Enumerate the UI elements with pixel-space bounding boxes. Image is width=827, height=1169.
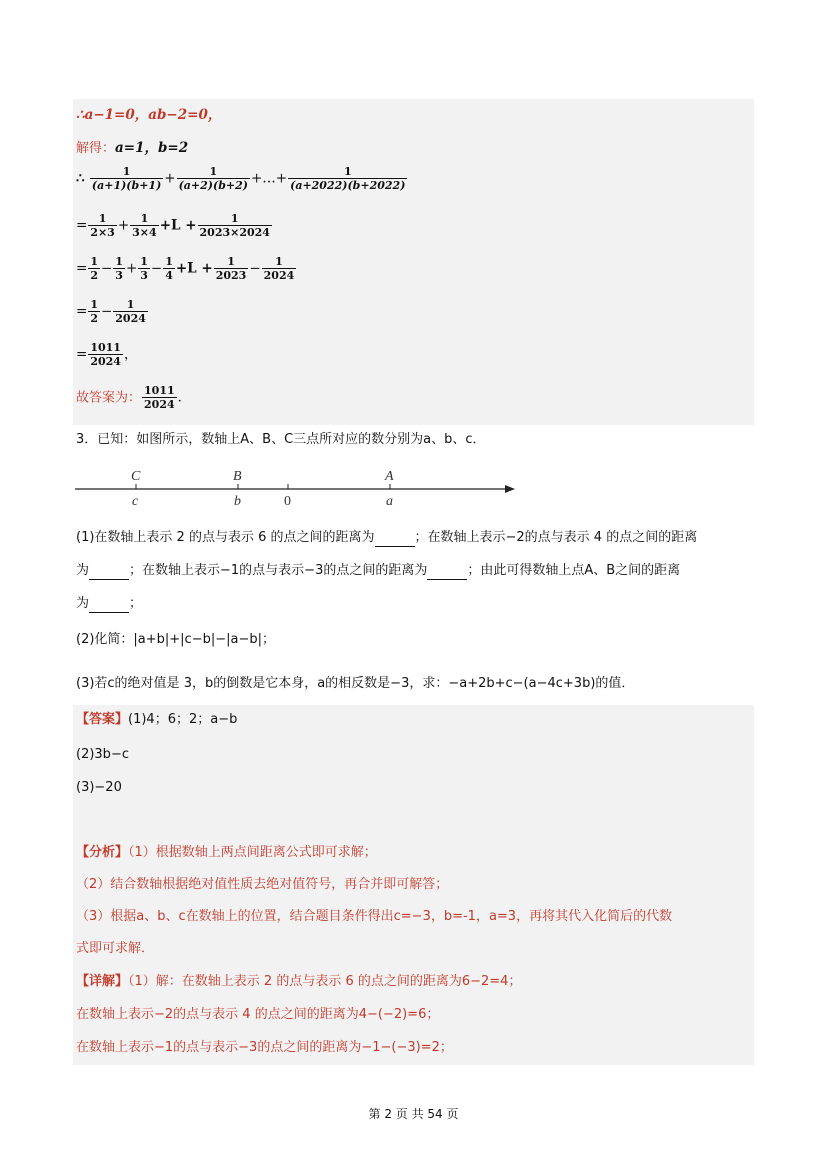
fraction: $\frac{1}{(a+2022)(b+2022)}$ [290,165,406,192]
question-3-stem: 3．已知：如图所示，数轴上A、B、C三点所对应的数分别为a、b、c． [76,432,486,447]
detail-line-3: 在数轴上表示−1的点与表示−3的点之间的距离为−1−(−3)=2； [76,1040,453,1055]
number-line-diagram [73,462,523,510]
value-label-a: a [386,494,393,509]
fraction: $\frac{1}{(a+1)(b+1)}$ [91,165,162,192]
part-3: (3)若c的绝对值是 3，b的倒数是它本身，a的相反数是−3，求：−a+2b+c−(a−4c+3b)的值． [76,676,635,691]
value-label-c: c [132,494,139,509]
answer-blank[interactable] [375,532,415,547]
solve-label: 解得： [76,141,116,156]
point-label-B: B [233,469,242,484]
answer-line-2: (2)3b−c [76,747,129,762]
solution-line-2 [76,139,188,158]
part-1-line-3: 为 ； [76,596,143,611]
fraction: $\frac{1}{2}$ [90,255,98,282]
detail-line-2: 在数轴上表示−2的点与表示 4 的点之间的距离为4−(−2)=6； [76,1007,440,1022]
point-label-A: A [385,469,394,484]
final-answer-row: 故答案为： $\frac{1011}{2024}$ ． [76,384,192,411]
part-2: (2)化简：|a+b|+|c−b|−|a−b|； [76,632,275,647]
solution-line-1: ∴a−1=0，ab−2=0， [76,107,222,123]
fraction: $\frac{1011}{2024}$ [144,384,175,411]
fraction: $\frac{1}{3}$ [115,255,123,282]
fraction: $\frac{1011}{2024}$ [90,341,121,368]
answer-tag: 【答案】 [76,712,129,727]
detail-line-1: 【详解】（1）解：在数轴上表示 2 的点与表示 6 的点之间的距离为6−2=4； [76,974,522,989]
fraction: $\frac{1}{4}$ [165,255,173,282]
fraction: $\frac{1}{2023}$ [215,255,247,282]
sum-expression: ∴ $\frac{1}{(a+1)(b+1)}$ + $\frac{1}{(a+2)(b+2)}$ +…+ $\frac{1}{(a+2022)(b+2022)}$ [76,165,406,192]
page-footer: 第 2 页 共 54 页 [368,1107,459,1121]
axis-arrow [505,485,515,493]
detail-tag: 【详解】 [76,974,129,989]
answer-blank[interactable] [89,565,129,580]
answer-blank[interactable] [89,598,129,613]
analysis-line-4: 式即可求解． [76,941,155,956]
ellipsis: +…+ [250,170,288,187]
value-label-zero: 0 [284,494,291,509]
fraction: $\frac{1}{2024}$ [115,298,146,325]
analysis-line-3: （3）根据a、b、c在数轴上的位置，结合题目条件得出c=−3，b=-1，a=3，再将其代入化简后的代数 [76,909,673,924]
step-row-2: = $\frac{1}{2}$ − $\frac{1}{3}$ + $\frac{1}{3}$ − $\frac{1}{4}$ +L + $\frac{1}{2023}$ − $\frac{1}{2024}$ [76,255,295,282]
fraction: $\frac{1}{2}$ [90,298,98,325]
fraction: $\frac{1}{3}$ [140,255,148,282]
analysis-tag: 【分析】 [76,845,129,860]
step-row-3: = $\frac{1}{2}$ − $\frac{1}{2024}$ [76,298,146,325]
solve-result: a=1，b=2 [115,140,189,156]
step-row-4: = $\frac{1011}{2024}$ ， [76,341,138,368]
answer-line-3: (3)−20 [76,780,122,795]
value-label-b: b [234,494,241,509]
analysis-line-1: 【分析】（1）根据数轴上两点间距离公式即可求解； [76,845,377,860]
fraction: $\frac{1}{3\times 4}$ [132,212,157,239]
fraction: $\frac{1}{2024}$ [263,255,295,282]
step-row-1: = $\frac{1}{2\times 3}$ + $\frac{1}{3\times 4}$ +L + $\frac{1}{2023\times 2024}$ [76,212,270,239]
fraction: $\frac{1}{2\times 3}$ [90,212,115,239]
answer-blank[interactable] [427,565,467,580]
part-1-line-1: (1)在数轴上表示 2 的点与表示 6 的点之间的距离为 ；在数轴上表示−2的点与表示 4 的点之间的距离 [76,530,698,545]
fraction: $\frac{1}{(a+2)(b+2)}$ [178,165,248,192]
answer-line-1: 【答案】(1)4；6；2；a−b [76,712,238,727]
part-1-line-2: 为 ；在数轴上表示−1的点与表示−3的点之间的距离为 ；由此可得数轴上点A、B之间的距离 [76,563,681,578]
point-label-C: C [131,469,141,484]
therefore-symbol: ∴ [76,170,85,187]
answer-label: 故答案为： [76,390,142,406]
fraction: $\frac{1}{2023\times 2024}$ [199,212,270,239]
analysis-line-2: （2）结合数轴根据绝对值性质去绝对值符号，再合并即可解答； [76,877,449,892]
